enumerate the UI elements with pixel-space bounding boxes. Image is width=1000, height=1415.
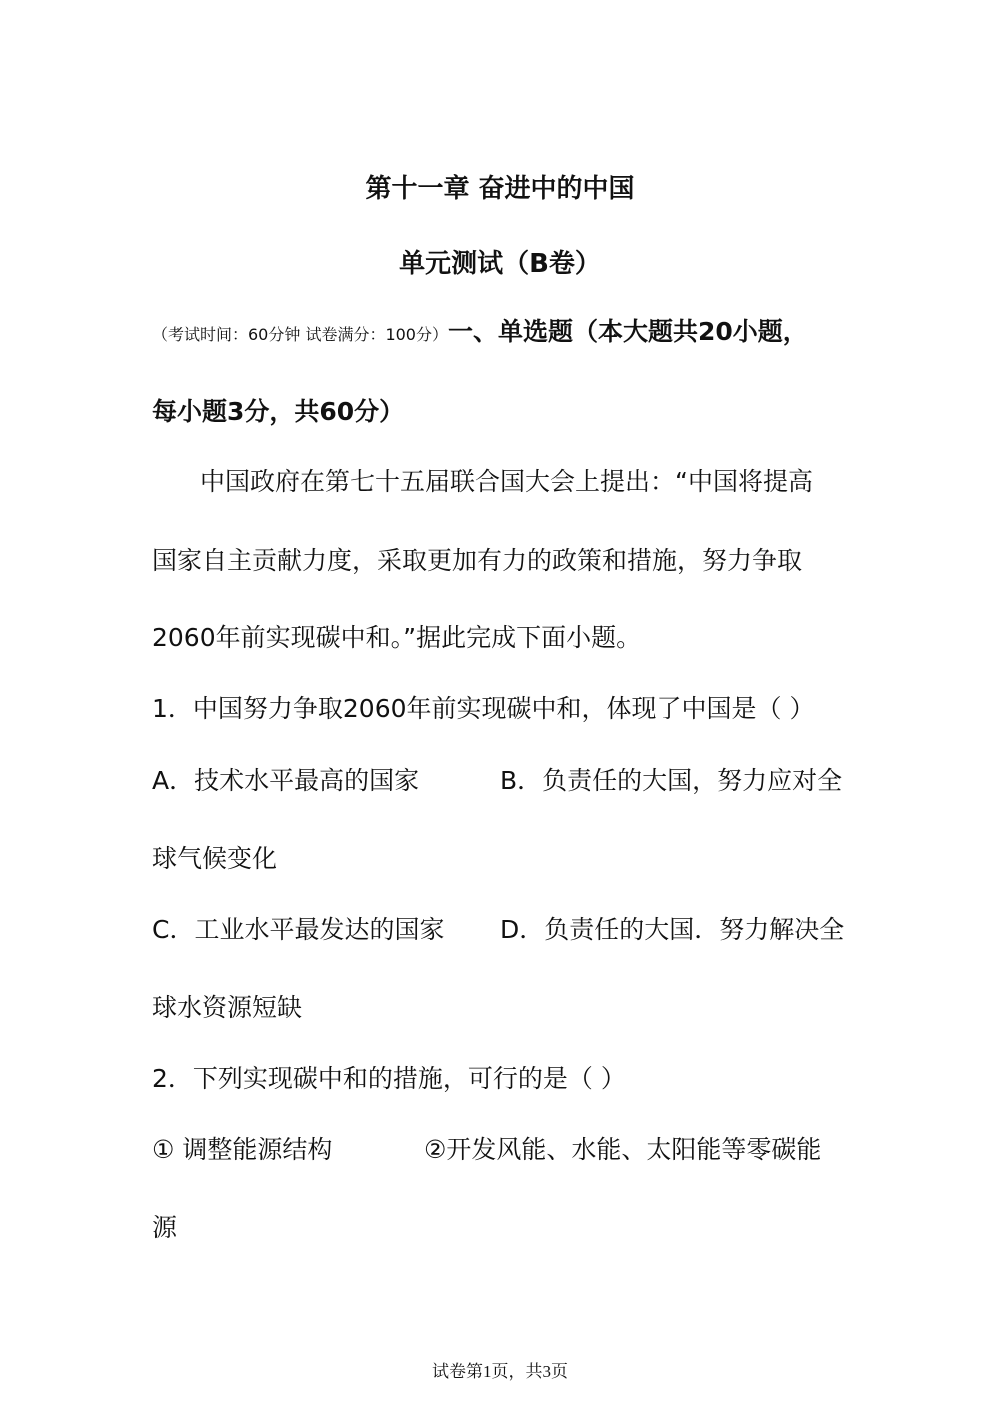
chapter-title: 第十一章 奋进中的中国 xyxy=(365,174,635,204)
unit-title: 单元测试（B卷） xyxy=(399,249,601,279)
question-1-option-d-cont: 球水资源短缺 xyxy=(152,993,303,1022)
passage-line-2: 国家自主贡献力度，采取更加有力的政策和措施，努力争取 xyxy=(152,546,803,575)
section-heading: 一、单选题（本大题共20小题， xyxy=(448,317,808,346)
question-2-item-2: ②开发风能、水能、太阳能等零碳能 xyxy=(424,1135,822,1164)
question-1-option-b: B．负责任的大国，努力应对全 xyxy=(500,766,843,795)
question-2-item-1: ① 调整能源结构 xyxy=(152,1135,333,1164)
question-1-option-d: D．负责任的大国．努力解决全 xyxy=(500,915,845,944)
exam-info-line xyxy=(152,312,808,348)
section-heading-cont: 每小题3分，共60分） xyxy=(152,397,405,426)
passage-line-3: 2060年前实现碳中和。”据此完成下面小题。 xyxy=(152,623,642,652)
passage-line-1: 中国政府在第七十五届联合国大会上提出：“中国将提高 xyxy=(200,467,813,496)
question-2-stem: 2．下列实现碳中和的措施，可行的是（ ） xyxy=(152,1064,626,1093)
question-1-option-b-cont: 球气候变化 xyxy=(152,844,278,873)
question-2-item-2-cont: 源 xyxy=(152,1213,178,1242)
question-1-option-a: A．技术水平最高的国家 xyxy=(152,766,420,795)
exam-info: （考试时间：60分钟 试卷满分：100分） xyxy=(152,325,448,344)
question-1-stem: 1．中国努力争取2060年前实现碳中和，体现了中国是（ ） xyxy=(152,694,815,723)
question-1-option-c: C．工业水平最发达的国家 xyxy=(152,915,445,944)
page-footer: 试卷第1页，共3页 xyxy=(432,1362,568,1381)
